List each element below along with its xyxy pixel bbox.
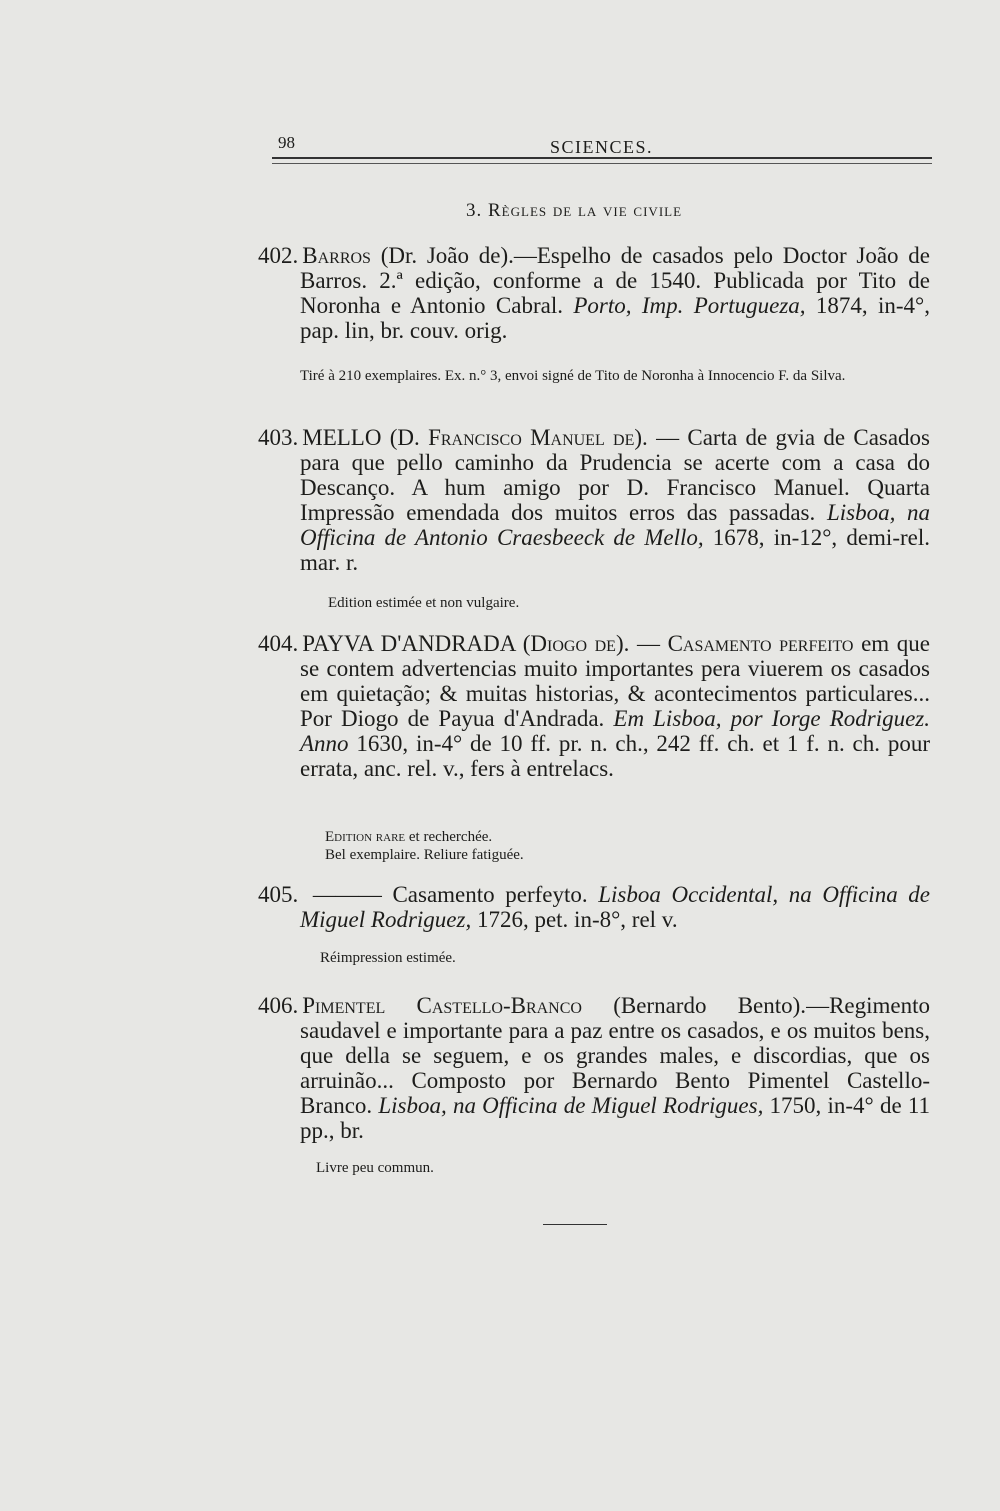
entry-number: 406. (258, 993, 299, 1018)
entry-author-rest: ( (515, 631, 531, 656)
entry-imprint: Em Lisboa, por Iorge Rodriguez. Anno (300, 706, 930, 756)
entry-402-note: Tiré à 210 exemplaires. Ex. n.° 3, envoi signé de Tito de Noronha à Innocencio F. da Silva. (300, 368, 846, 384)
page-header (272, 133, 932, 173)
entry-number: 403. (258, 425, 299, 450)
entry-text: — Carta de gvia de Casados para que pello caminho da Prudencia se acerte com a casa do Descanço. A hum amigo por D. Francisco Manuel. Quarta Impressão emendada dos muitos erros das passadas. (300, 425, 931, 525)
note-text-2: Bel exemplaire. Reliure fatiguée. (325, 847, 524, 863)
entry-text: em que se contem advertencias muito importantes pera viuerem os casados em quietação; & muitas historias, & acontecimentos particulares... Por Diogo de Payua d'Andrada. (300, 631, 931, 731)
header-rule (272, 157, 932, 159)
entry-403 (258, 425, 930, 575)
entry-text-end: 1630, in-4° de 10 ff. pr. n. ch., 242 ff. ch. et 1 f. n. ch. pour errata, anc. rel. v., fers à entrelacs. (300, 731, 930, 781)
entry-author: Pimentel Castello-Branco (302, 993, 582, 1018)
entry-text-end: 1726, pet. in-8°, rel v. (471, 907, 678, 932)
entry-number: 405. (258, 882, 299, 907)
entry-number: 404. (258, 631, 299, 656)
entry-imprint: Porto, Imp. Portugueza, (573, 293, 806, 318)
entry-404-note (325, 828, 925, 864)
entry-author-sc: Francisco Manuel de (428, 425, 635, 450)
note-text: et recherchée. (405, 829, 493, 845)
entry-text: Casamento perfeyto. (392, 882, 599, 907)
entry-text: —Espelho de casados pelo Doctor João de Barros. 2.ª edição, conforme a de 1540. Publicada por Tito de Noronha e Antonio Cabral. (300, 243, 931, 318)
section-title: 3. Règles de la vie civile (466, 200, 683, 221)
entry-author-rest: (Bernardo Bento). (581, 993, 807, 1018)
entry-author-rest: (D. (381, 425, 429, 450)
entry-imprint: Lisboa, na Officina de Antonio Craesbeeck de Mello, (300, 500, 930, 550)
entry-author: Barros (302, 243, 371, 268)
entry-405-note: Réimpression estimée. (320, 950, 456, 966)
entry-imprint: Lisboa, na Officina de Miguel Rodrigues, (378, 1093, 764, 1118)
entry-text-end: 1678, in-12°, demi-rel. mar. r. (300, 525, 930, 575)
entry-imprint: Lisboa Occidental, na Officina de Miguel Rodriguez, (300, 882, 931, 932)
entry-title-sc: Casamento perfeito (667, 631, 854, 656)
running-head: SCIENCES. (550, 137, 654, 157)
end-rule (543, 1224, 607, 1225)
entry-text: —Regimento saudavel e importante para a paz entre os casados, e os muitos bens, que della se seguem, e os grandes males, e discordias, que os arruinão... Composto por Bernardo Bento Pimentel Castello-Branco. (300, 993, 930, 1118)
entry-403-note: Edition estimée et non vulgaire. (328, 595, 520, 611)
entry-author-sc: Diogo de (530, 631, 616, 656)
entry-text-end: 1874, in-4°, pap. lin, br. couv. orig. (300, 293, 930, 343)
entry-author-close: ). (615, 631, 630, 656)
entry-number: 402. (258, 243, 299, 268)
note-sc: Edition rare (325, 829, 406, 845)
entry-dash: ——— (302, 882, 393, 907)
header-rule-thin (272, 163, 932, 164)
entry-dash: — (629, 631, 668, 656)
entry-405 (258, 882, 930, 932)
entry-404 (258, 631, 930, 781)
entry-406 (258, 993, 930, 1143)
entry-author-rest: (Dr. João de). (370, 243, 514, 268)
entry-author-close: ). (634, 425, 648, 450)
entry-text-end: 1750, in-4° de 11 pp., br. (300, 1093, 930, 1143)
entry-402 (258, 243, 930, 343)
entry-author: MELLO (302, 425, 382, 450)
entry-406-note: Livre peu commun. (316, 1160, 434, 1176)
entry-author: PAYVA D'ANDRADA (302, 631, 516, 656)
page-number: 98 (278, 133, 295, 152)
